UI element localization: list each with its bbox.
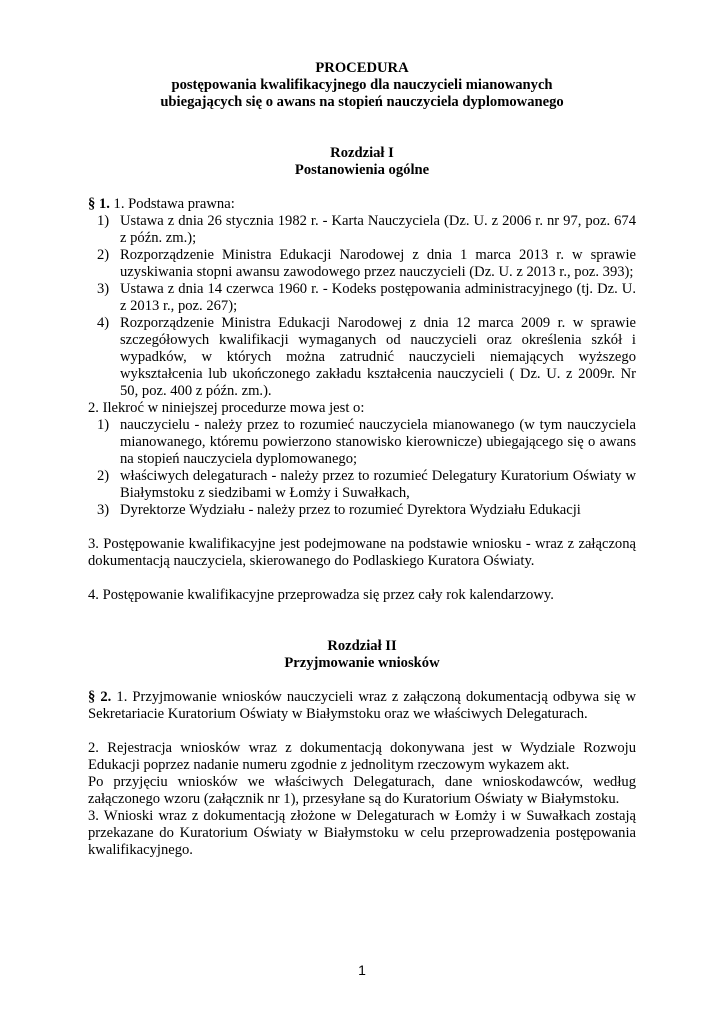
section-2-point-1	[88, 689, 636, 723]
legal-basis-list	[88, 213, 636, 400]
list-item-text: Dyrektorze Wydziału - należy przez to rozumieć Dyrektora Wydziału Edukacji	[120, 502, 581, 518]
chapter-2-number: Rozdział II	[327, 638, 397, 654]
page-number: 1	[358, 962, 366, 978]
document-subtitle-line-2: ubiegających się o awans na stopień nauczyciela dyplomowanego	[160, 94, 564, 110]
point-text: 1. Przyjmowanie wniosków nauczycieli wraz z załączoną dokumentacją odbywa się w Sekretariacie Kuratorium Oświaty w Białymstoku oraz we właściwych Delegaturach.	[88, 689, 636, 722]
section-2-sign: § 2.	[88, 689, 112, 705]
chapter-1-number: Rozdział I	[330, 145, 394, 161]
list-item-number: 2)	[97, 247, 110, 263]
list-item-text: Rozporządzenie Ministra Edukacji Narodowej z dnia 12 marca 2009 r. w sprawie szczegółowych kwalifikacji wymaganych od nauczycieli oraz określenia szkół i wypadków, w których można zatrudnić nauczycieli niemających wyższego wykształcenia lub ukończonego zakładu kształcenia nauczycieli ( Dz. U. z 2009r. Nr 50, poz. 400 z późn. zm.).	[120, 315, 636, 399]
section-1-sign: § 1.	[88, 196, 110, 212]
list-item-text: Ustawa z dnia 14 czerwca 1960 r. - Kodeks postępowania administracyjnego (tj. Dz. U. z 2013 r., poz. 267);	[120, 281, 636, 314]
definitions-list	[88, 417, 636, 519]
list-item-text: Rozporządzenie Ministra Edukacji Narodowej z dnia 1 marca 2013 r. w sprawie uzyskiwania stopni awansu zawodowego przez nauczycieli (Dz. U. z 2013 r., poz. 393);	[120, 247, 636, 280]
point-number: 2.	[88, 400, 99, 416]
list-item-number: 1)	[97, 417, 110, 433]
list-item	[88, 417, 636, 468]
list-item	[88, 502, 636, 519]
point-text: Ilekroć w niniejszej procedurze mowa jest o:	[102, 400, 365, 416]
list-item-text: nauczycielu - należy przez to rozumieć nauczyciela mianowanego (w tym nauczyciela mianowanego, któremu powierzono stanowisko kierownicze) ubiegającego się o awans na stopień nauczyciela dyplomowanego;	[120, 417, 636, 467]
list-item	[88, 281, 636, 315]
list-item-text: właściwych delegaturach - należy przez to rozumieć Delegatury Kuratorium Oświaty w Białymstoku z siedzibami w Łomży i Suwałkach,	[120, 468, 636, 501]
section-2-point-3: 3. Wnioski wraz z dokumentacją złożone w Delegaturach w Łomży i w Suwałkach zostają przekazane do Kuratorium Oświaty w Białymstoku w celu przeprowadzenia postępowania kwalifikacyjnego.	[88, 808, 636, 858]
list-item	[88, 315, 636, 400]
section-1-point-1	[88, 196, 636, 213]
list-item	[88, 247, 636, 281]
list-item-text: Ustawa z dnia 26 stycznia 1982 r. - Karta Nauczyciela (Dz. U. z 2006 r. nr 97, poz. 674 z późn. zm.);	[120, 213, 636, 246]
list-item-number: 3)	[97, 502, 110, 518]
section-2-point-2: 2. Rejestracja wniosków wraz z dokumentacją dokonywana jest w Wydziale Rozwoju Edukacji poprzez nadanie numeru zgodnie z jednolitym rzeczowym wykazem akt.	[88, 740, 636, 773]
chapter-2-title: Przyjmowanie wniosków	[284, 655, 440, 671]
section-1-point-2	[88, 400, 636, 417]
chapter-1-title: Postanowienia ogólne	[294, 162, 430, 178]
list-item-number: 3)	[97, 281, 110, 297]
list-item	[88, 468, 636, 502]
section-2-point-2-continued: Po przyjęciu wniosków we właściwych Delegaturach, dane wnioskodawców, według załączonego wzoru (załącznik nr 1), przesyłane są do Kuratorium Oświaty w Białymstoku.	[88, 774, 636, 807]
section-1-point-4	[88, 587, 636, 604]
section-1-point-3	[88, 536, 636, 570]
point-number: 4.	[88, 587, 99, 603]
list-item-number: 1)	[97, 213, 110, 229]
document-page	[88, 60, 636, 859]
list-item-number: 4)	[97, 315, 110, 331]
point-number: 3.	[88, 536, 99, 552]
document-subtitle-line-1: postępowania kwalifikacyjnego dla nauczycieli mianowanych	[171, 77, 553, 93]
list-item	[88, 213, 636, 247]
point-text: Postępowanie kwalifikacyjne przeprowadza się przez cały rok kalendarzowy.	[102, 587, 554, 603]
list-item-number: 2)	[97, 468, 110, 484]
point-text: Postępowanie kwalifikacyjne jest podejmowane na podstawie wniosku - wraz z załączoną dokumentacją nauczyciela, skierowanego do Podlaskiego Kuratora Oświaty.	[88, 536, 636, 569]
document-title: PROCEDURA	[315, 60, 409, 76]
point-number: 1.	[113, 196, 125, 212]
point-text: Podstawa prawna:	[128, 196, 235, 212]
